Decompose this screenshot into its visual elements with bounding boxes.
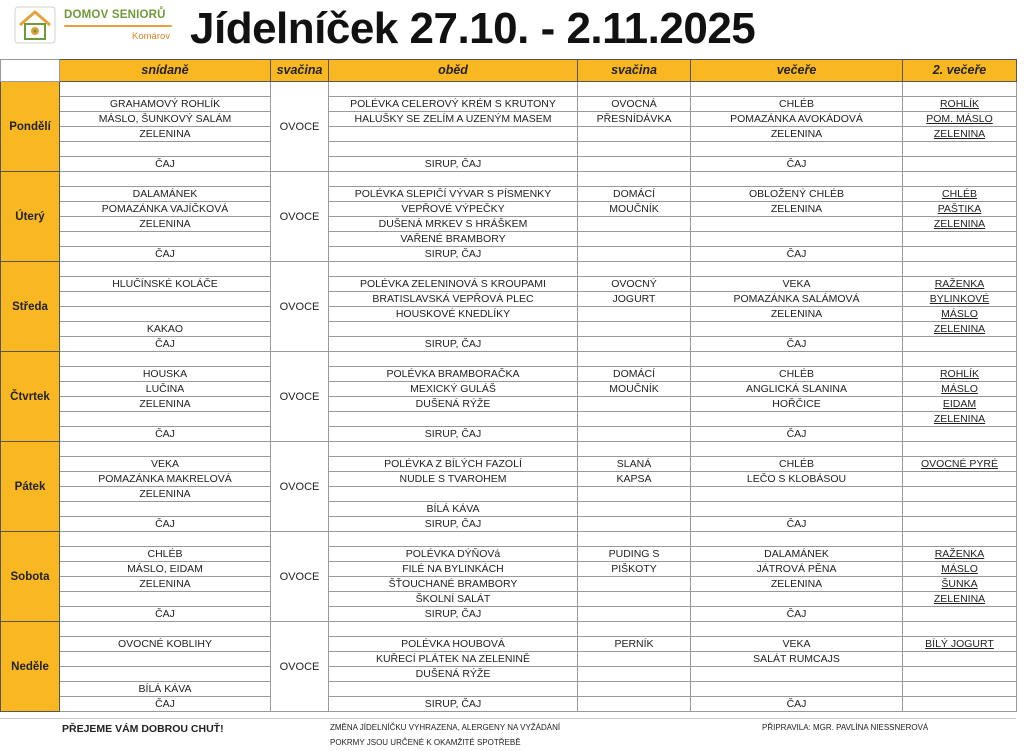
lunch-cell: DUŠENÁ RÝŽE: [329, 397, 578, 412]
snack1-cell: OVOCE: [271, 532, 329, 622]
snack2-cell: [578, 682, 691, 697]
logo-town: Komárov: [132, 31, 171, 42]
lunch-cell: [329, 172, 578, 187]
breakfast-cell: ČAJ: [60, 337, 271, 352]
lunch-cell: POLÉVKA DÝŇOVá: [329, 547, 578, 562]
lunch-cell: POLÉVKA SLEPIČÍ VÝVAR S PÍSMENKY: [329, 187, 578, 202]
dinner2-cell: [903, 157, 1017, 172]
dinner2-cell: ZELENINA: [903, 127, 1017, 142]
lunch-cell: ŠŤOUCHANÉ BRAMBORY: [329, 577, 578, 592]
snack2-cell: [578, 337, 691, 352]
menu-row: [1, 112, 1017, 127]
breakfast-cell: [60, 652, 271, 667]
col-dinner-header: večeře: [691, 60, 903, 82]
lunch-cell: POLÉVKA BRAMBORAČKA: [329, 367, 578, 382]
day-label: Sobota: [1, 532, 60, 622]
lunch-cell: [329, 442, 578, 457]
dinner-cell: VEKA: [691, 637, 903, 652]
breakfast-cell: [60, 142, 271, 157]
dinner-cell: [691, 82, 903, 97]
snack2-cell: [578, 262, 691, 277]
lunch-cell: [329, 487, 578, 502]
lunch-cell: KUŘECÍ PLÁTEK NA ZELENINĚ: [329, 652, 578, 667]
snack1-cell: OVOCE: [271, 442, 329, 532]
menu-row: [1, 547, 1017, 562]
dinner2-cell: [903, 337, 1017, 352]
dinner2-cell: BYLINKOVÉ: [903, 292, 1017, 307]
snack2-cell: [578, 142, 691, 157]
snack2-cell: MOUČNÍK: [578, 202, 691, 217]
dinner2-cell: [903, 667, 1017, 682]
menu-row: [1, 292, 1017, 307]
breakfast-cell: ZELENINA: [60, 217, 271, 232]
breakfast-cell: ČAJ: [60, 427, 271, 442]
breakfast-cell: [60, 292, 271, 307]
dinner-cell: [691, 322, 903, 337]
day-label: Pondělí: [1, 82, 60, 172]
snack2-cell: [578, 667, 691, 682]
dinner-cell: [691, 502, 903, 517]
dinner-cell: [691, 352, 903, 367]
header-corner: [1, 60, 60, 82]
lunch-cell: POLÉVKA CELEROVÝ KRÉM S KRUTONY: [329, 97, 578, 112]
snack2-cell: [578, 352, 691, 367]
dinner2-cell: [903, 427, 1017, 442]
lunch-cell: DUŠENÁ MRKEV S HRÁŠKEM: [329, 217, 578, 232]
dinner2-cell: [903, 502, 1017, 517]
breakfast-cell: POMAZÁNKA MAKRELOVÁ: [60, 472, 271, 487]
breakfast-cell: [60, 622, 271, 637]
dinner-cell: ČAJ: [691, 607, 903, 622]
dinner2-cell: MÁSLO: [903, 382, 1017, 397]
snack2-cell: [578, 412, 691, 427]
dinner2-cell: [903, 247, 1017, 262]
menu-row: [1, 412, 1017, 427]
day-label: Pátek: [1, 442, 60, 532]
dinner2-cell: ŠUNKA: [903, 577, 1017, 592]
dinner2-cell: ZELENINA: [903, 592, 1017, 607]
snack2-cell: [578, 577, 691, 592]
lunch-cell: [329, 82, 578, 97]
snack2-cell: DOMÁCÍ: [578, 367, 691, 382]
menu-row: [1, 652, 1017, 667]
menu-row: [1, 577, 1017, 592]
menu-row: [1, 682, 1017, 697]
breakfast-cell: [60, 592, 271, 607]
menu-row: [1, 607, 1017, 622]
breakfast-cell: ČAJ: [60, 247, 271, 262]
snack2-cell: MOUČNÍK: [578, 382, 691, 397]
menu-row: [1, 592, 1017, 607]
dinner-cell: [691, 172, 903, 187]
dinner2-cell: ZELENINA: [903, 322, 1017, 337]
breakfast-cell: KAKAO: [60, 322, 271, 337]
dinner-cell: ČAJ: [691, 697, 903, 712]
breakfast-cell: DALAMÁNEK: [60, 187, 271, 202]
lunch-cell: [329, 142, 578, 157]
dinner-cell: [691, 142, 903, 157]
lunch-cell: SIRUP, ČAJ: [329, 247, 578, 262]
menu-row: [1, 217, 1017, 232]
dinner-cell: [691, 442, 903, 457]
breakfast-cell: POMAZÁNKA VAJÍČKOVÁ: [60, 202, 271, 217]
dinner-cell: [691, 262, 903, 277]
footer-note-change: ZMĚNA JÍDELNÍČKU VYHRAZENA, ALERGENY NA VYŽÁDÁNÍ: [330, 723, 561, 732]
lunch-cell: BRATISLAVSKÁ VEPŘOVÁ PLEC: [329, 292, 578, 307]
dinner2-cell: RAŽENKA: [903, 277, 1017, 292]
col-dinner2-header: 2. večeře: [903, 60, 1017, 82]
lunch-cell: [329, 412, 578, 427]
dinner-cell: [691, 487, 903, 502]
snack2-cell: [578, 232, 691, 247]
dinner-cell: CHLÉB: [691, 97, 903, 112]
menu-row: [1, 457, 1017, 472]
menu-row: [1, 202, 1017, 217]
breakfast-cell: ČAJ: [60, 517, 271, 532]
menu-row: [1, 637, 1017, 652]
lunch-cell: [329, 682, 578, 697]
lunch-cell: SIRUP, ČAJ: [329, 697, 578, 712]
lunch-cell: BÍLÁ KÁVA: [329, 502, 578, 517]
lunch-cell: [329, 352, 578, 367]
breakfast-cell: BÍLÁ KÁVA: [60, 682, 271, 697]
breakfast-cell: VEKA: [60, 457, 271, 472]
dinner-cell: ČAJ: [691, 247, 903, 262]
col-snack2-header: svačina: [578, 60, 691, 82]
breakfast-cell: [60, 352, 271, 367]
dinner2-cell: [903, 82, 1017, 97]
menu-row: [1, 262, 1017, 277]
menu-row: [1, 172, 1017, 187]
snack2-cell: PIŠKOTY: [578, 562, 691, 577]
dinner2-cell: [903, 622, 1017, 637]
breakfast-cell: HLUČÍNSKÉ KOLÁČE: [60, 277, 271, 292]
dinner-cell: CHLÉB: [691, 367, 903, 382]
menu-row: [1, 127, 1017, 142]
snack2-cell: [578, 307, 691, 322]
dinner-cell: ZELENINA: [691, 307, 903, 322]
snack2-cell: [578, 502, 691, 517]
dinner2-cell: [903, 487, 1017, 502]
snack2-cell: JOGURT: [578, 292, 691, 307]
dinner2-cell: [903, 607, 1017, 622]
dinner2-cell: ROHLÍK: [903, 367, 1017, 382]
menu-row: [1, 502, 1017, 517]
breakfast-cell: [60, 667, 271, 682]
dinner-cell: ČAJ: [691, 337, 903, 352]
dinner2-cell: [903, 142, 1017, 157]
lunch-cell: DUŠENÁ RÝŽE: [329, 667, 578, 682]
snack2-cell: [578, 217, 691, 232]
snack2-cell: [578, 127, 691, 142]
dinner2-cell: [903, 352, 1017, 367]
dinner-cell: POMAZÁNKA AVOKÁDOVÁ: [691, 112, 903, 127]
snack2-cell: [578, 82, 691, 97]
breakfast-cell: ZELENINA: [60, 397, 271, 412]
snack2-cell: [578, 622, 691, 637]
dinner-cell: [691, 232, 903, 247]
dinner-cell: [691, 217, 903, 232]
menu-row: [1, 322, 1017, 337]
footer-greeting: PŘEJEME VÁM DOBROU CHUŤ!: [62, 723, 224, 735]
breakfast-cell: ČAJ: [60, 697, 271, 712]
menu-row: [1, 472, 1017, 487]
dinner-cell: ZELENINA: [691, 127, 903, 142]
dinner2-cell: ROHLÍK: [903, 97, 1017, 112]
lunch-cell: NUDLE S TVAROHEM: [329, 472, 578, 487]
day-label: Neděle: [1, 622, 60, 712]
dinner2-cell: [903, 172, 1017, 187]
breakfast-cell: [60, 307, 271, 322]
lunch-cell: SIRUP, ČAJ: [329, 157, 578, 172]
footer-divider: [0, 718, 1016, 719]
logo: [14, 6, 176, 50]
dinner-cell: CHLÉB: [691, 457, 903, 472]
lunch-cell: [329, 322, 578, 337]
menu-row: [1, 247, 1017, 262]
snack2-cell: [578, 607, 691, 622]
dinner2-cell: EIDAM: [903, 397, 1017, 412]
menu-row: [1, 97, 1017, 112]
col-lunch-header: oběd: [329, 60, 578, 82]
snack2-cell: [578, 397, 691, 412]
snack2-cell: [578, 172, 691, 187]
menu-row: [1, 697, 1017, 712]
col-snack1-header: svačina: [271, 60, 329, 82]
lunch-cell: HALUŠKY SE ZELÍM A UZENÝM MASEM: [329, 112, 578, 127]
snack2-cell: SLANÁ: [578, 457, 691, 472]
dinner2-cell: [903, 442, 1017, 457]
lunch-cell: ŠKOLNÍ SALÁT: [329, 592, 578, 607]
dinner2-cell: MÁSLO: [903, 562, 1017, 577]
dinner-cell: ZELENINA: [691, 202, 903, 217]
breakfast-cell: GRAHAMOVÝ ROHLÍK: [60, 97, 271, 112]
dinner2-cell: ZELENINA: [903, 217, 1017, 232]
lunch-cell: VEPŘOVÉ VÝPEČKY: [329, 202, 578, 217]
lunch-cell: POLÉVKA Z BÍLÝCH FAZOLÍ: [329, 457, 578, 472]
column-header-row: [1, 60, 1017, 82]
breakfast-cell: [60, 262, 271, 277]
footer: [0, 718, 1016, 751]
breakfast-cell: [60, 532, 271, 547]
lunch-cell: [329, 622, 578, 637]
breakfast-cell: MÁSLO, EIDAM: [60, 562, 271, 577]
dinner-cell: LEČO S KLOBÁSOU: [691, 472, 903, 487]
menu-row: [1, 277, 1017, 292]
menu-row: [1, 517, 1017, 532]
snack2-cell: PERNÍK: [578, 637, 691, 652]
snack2-cell: [578, 247, 691, 262]
dinner2-cell: ZELENINA: [903, 412, 1017, 427]
breakfast-cell: ČAJ: [60, 607, 271, 622]
menu-row: [1, 157, 1017, 172]
breakfast-cell: [60, 412, 271, 427]
dinner-cell: [691, 532, 903, 547]
dinner2-cell: [903, 697, 1017, 712]
menu-row: [1, 337, 1017, 352]
lunch-cell: [329, 127, 578, 142]
breakfast-cell: MÁSLO, ŠUNKOVÝ SALÁM: [60, 112, 271, 127]
dinner2-cell: [903, 232, 1017, 247]
menu-row: [1, 382, 1017, 397]
snack2-cell: PUDING S: [578, 547, 691, 562]
dinner2-cell: OVOCNÉ PYRÉ: [903, 457, 1017, 472]
lunch-cell: [329, 262, 578, 277]
dinner2-cell: PAŠTIKA: [903, 202, 1017, 217]
snack2-cell: [578, 427, 691, 442]
snack1-cell: OVOCE: [271, 82, 329, 172]
breakfast-cell: CHLÉB: [60, 547, 271, 562]
breakfast-cell: [60, 172, 271, 187]
dinner-cell: ČAJ: [691, 157, 903, 172]
day-label: Úterý: [1, 172, 60, 262]
lunch-cell: SIRUP, ČAJ: [329, 517, 578, 532]
breakfast-cell: [60, 82, 271, 97]
lunch-cell: POLÉVKA ZELENINOVÁ S KROUPAMI: [329, 277, 578, 292]
lunch-cell: FILÉ NA BYLINKÁCH: [329, 562, 578, 577]
dinner2-cell: [903, 682, 1017, 697]
menu-row: [1, 367, 1017, 382]
dinner2-cell: RAŽENKA: [903, 547, 1017, 562]
dinner2-cell: [903, 472, 1017, 487]
snack1-cell: OVOCE: [271, 622, 329, 712]
dinner-cell: ČAJ: [691, 517, 903, 532]
breakfast-cell: ČAJ: [60, 157, 271, 172]
dinner-cell: [691, 412, 903, 427]
menu-row: [1, 442, 1017, 457]
snack2-cell: [578, 322, 691, 337]
footer-prepared-by: PŘIPRAVILA: MGR. PAVLÍNA NIESSNEROVÁ: [762, 723, 929, 732]
snack1-cell: OVOCE: [271, 352, 329, 442]
breakfast-cell: ZELENINA: [60, 577, 271, 592]
day-label: Středa: [1, 262, 60, 352]
dinner-cell: [691, 622, 903, 637]
snack2-cell: [578, 652, 691, 667]
menu-table: [0, 59, 1017, 712]
breakfast-cell: ZELENINA: [60, 487, 271, 502]
dinner-cell: VEKA: [691, 277, 903, 292]
snack2-cell: OVOCNÝ: [578, 277, 691, 292]
menu-row: [1, 667, 1017, 682]
snack2-cell: KAPSA: [578, 472, 691, 487]
menu-row: [1, 352, 1017, 367]
menu-row: [1, 487, 1017, 502]
footer-note-consumption: POKRMY JSOU URČENÉ K OKAMŽITÉ SPOTŘEBĚ: [330, 738, 521, 747]
dinner-cell: ANGLICKÁ SLANINA: [691, 382, 903, 397]
snack1-cell: OVOCE: [271, 172, 329, 262]
dinner-cell: ZELENINA: [691, 577, 903, 592]
breakfast-cell: HOUSKA: [60, 367, 271, 382]
snack2-cell: [578, 697, 691, 712]
dinner-cell: [691, 667, 903, 682]
dinner2-cell: POM. MÁSLO: [903, 112, 1017, 127]
dinner2-cell: BÍLÝ JOGURT: [903, 637, 1017, 652]
lunch-cell: [329, 532, 578, 547]
day-label: Čtvrtek: [1, 352, 60, 442]
menu-row: [1, 397, 1017, 412]
dinner2-cell: [903, 517, 1017, 532]
dinner-cell: OBLOŽENÝ CHLÉB: [691, 187, 903, 202]
dinner2-cell: [903, 532, 1017, 547]
dinner-cell: [691, 592, 903, 607]
logo-name: DOMOV SENIORŮ: [64, 9, 166, 21]
menu-row: [1, 232, 1017, 247]
dinner-cell: HOŘČICE: [691, 397, 903, 412]
menu-row: [1, 562, 1017, 577]
dinner-cell: DALAMÁNEK: [691, 547, 903, 562]
dinner2-cell: MÁSLO: [903, 307, 1017, 322]
dinner-cell: SALÁT RUMCAJS: [691, 652, 903, 667]
snack2-cell: OVOCNÁ: [578, 97, 691, 112]
menu-row: [1, 307, 1017, 322]
dinner-cell: [691, 682, 903, 697]
breakfast-cell: [60, 502, 271, 517]
dinner-cell: ČAJ: [691, 427, 903, 442]
snack2-cell: [578, 517, 691, 532]
col-breakfast-header: snídaně: [60, 60, 271, 82]
breakfast-cell: ZELENINA: [60, 127, 271, 142]
breakfast-cell: OVOCNÉ KOBLIHY: [60, 637, 271, 652]
dinner-cell: JÁTROVÁ PĚNA: [691, 562, 903, 577]
breakfast-cell: [60, 442, 271, 457]
snack1-cell: OVOCE: [271, 262, 329, 352]
menu-row: [1, 532, 1017, 547]
menu-row: [1, 142, 1017, 157]
snack2-cell: [578, 442, 691, 457]
lunch-cell: HOUSKOVÉ KNEDLÍKY: [329, 307, 578, 322]
menu-row: [1, 82, 1017, 97]
dinner2-cell: [903, 652, 1017, 667]
dinner2-cell: CHLÉB: [903, 187, 1017, 202]
lunch-cell: VAŘENÉ BRAMBORY: [329, 232, 578, 247]
menu-row: [1, 427, 1017, 442]
breakfast-cell: LUČINA: [60, 382, 271, 397]
breakfast-cell: [60, 232, 271, 247]
snack2-cell: DOMÁCÍ: [578, 187, 691, 202]
snack2-cell: [578, 487, 691, 502]
lunch-cell: POLÉVKA HOUBOVÁ: [329, 637, 578, 652]
dinner2-cell: [903, 262, 1017, 277]
logo-underline: [64, 25, 172, 27]
house-logo-icon: [14, 6, 56, 44]
snack2-cell: [578, 532, 691, 547]
lunch-cell: SIRUP, ČAJ: [329, 337, 578, 352]
menu-row: [1, 187, 1017, 202]
lunch-cell: SIRUP, ČAJ: [329, 427, 578, 442]
snack2-cell: [578, 157, 691, 172]
page-title: Jídelníček 27.10. - 2.11.2025: [190, 4, 756, 53]
lunch-cell: SIRUP, ČAJ: [329, 607, 578, 622]
lunch-cell: MEXICKÝ GULÁŠ: [329, 382, 578, 397]
snack2-cell: [578, 592, 691, 607]
menu-row: [1, 622, 1017, 637]
dinner-cell: POMAZÁNKA SALÁMOVÁ: [691, 292, 903, 307]
snack2-cell: PŘESNÍDÁVKA: [578, 112, 691, 127]
